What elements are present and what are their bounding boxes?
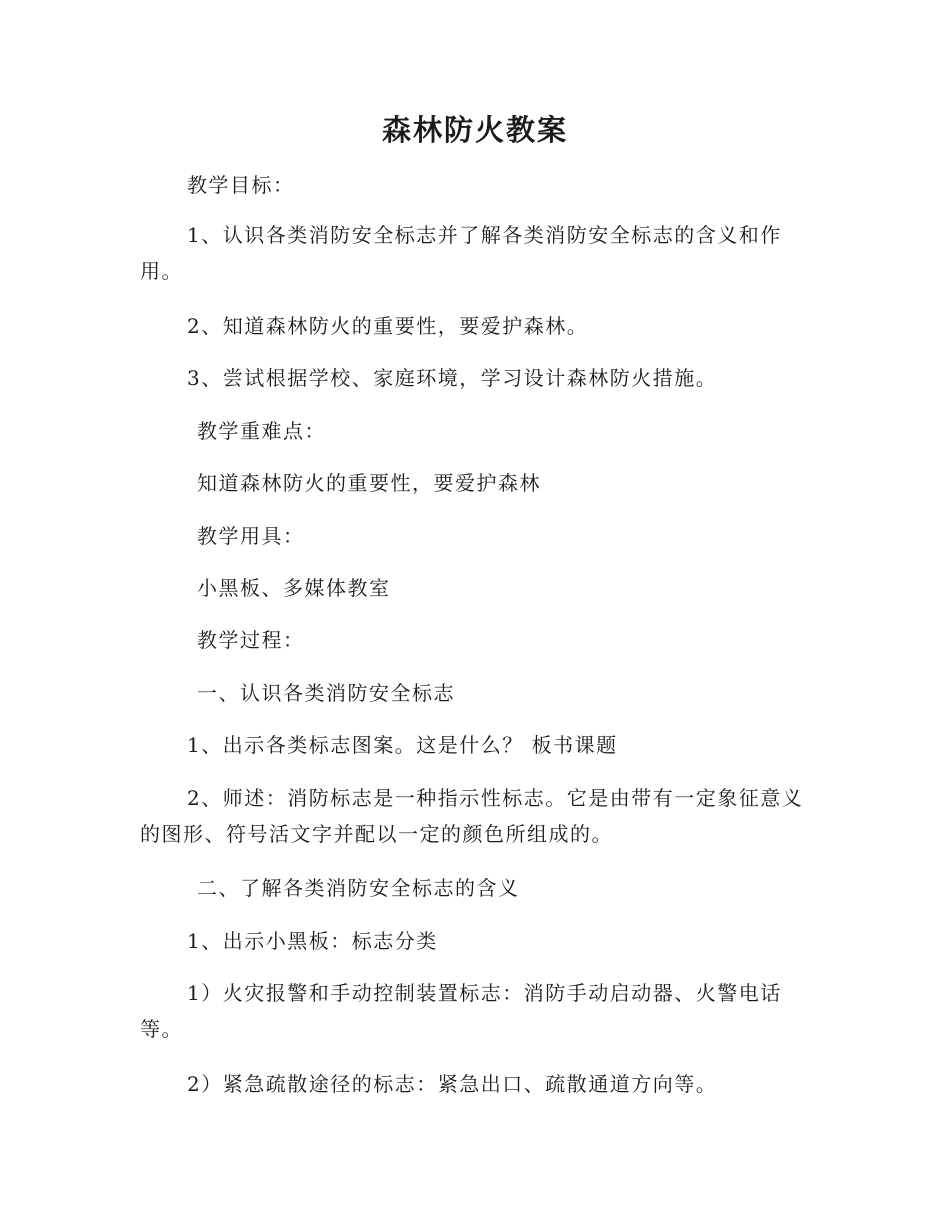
- paragraph-goal-1: 1、认识各类消防安全标志并了解各类消防安全标志的含义和作用。: [140, 223, 782, 283]
- paragraph-step-2: 2、师述：消防标志是一种指示性标志。它是由带有一定象征意义的图形、符号活文字并配以一定的颜色所组成的。: [140, 786, 804, 846]
- paragraph-key-points-heading: 教学重难点：: [197, 419, 326, 443]
- paragraph-step-1: 1、出示各类标志图案。这是什么？ 板书课题: [187, 733, 618, 757]
- paragraph-tools-heading: 教学用具：: [197, 524, 305, 548]
- paragraph-teaching-goals-heading: 教学目标：: [187, 173, 295, 197]
- paragraph-goal-2: 2、知道森林防火的重要性，要爱护森林。: [187, 314, 589, 338]
- paragraph-section-2-step-1: 1、出示小黑板：标志分类: [187, 929, 438, 953]
- paragraph-process-heading: 教学过程：: [197, 628, 305, 652]
- paragraph-sign-type-2: 2）紧急疏散途径的标志：紧急出口、疏散通道方向等。: [187, 1072, 718, 1096]
- paragraph-section-2: 二、了解各类消防安全标志的含义: [197, 876, 520, 900]
- document-title: 森林防火教案: [381, 113, 568, 147]
- paragraph-key-points: 知道森林防火的重要性，要爱护森林: [197, 471, 541, 495]
- paragraph-goal-3: 3、尝试根据学校、家庭环境，学习设计森林防火措施。: [187, 366, 718, 390]
- paragraph-sign-type-1: 1）火灾报警和手动控制装置标志：消防手动启动器、火警电话等。: [140, 981, 782, 1041]
- paragraph-tools: 小黑板、多媒体教室: [197, 576, 391, 600]
- paragraph-section-1: 一、认识各类消防安全标志: [197, 681, 455, 705]
